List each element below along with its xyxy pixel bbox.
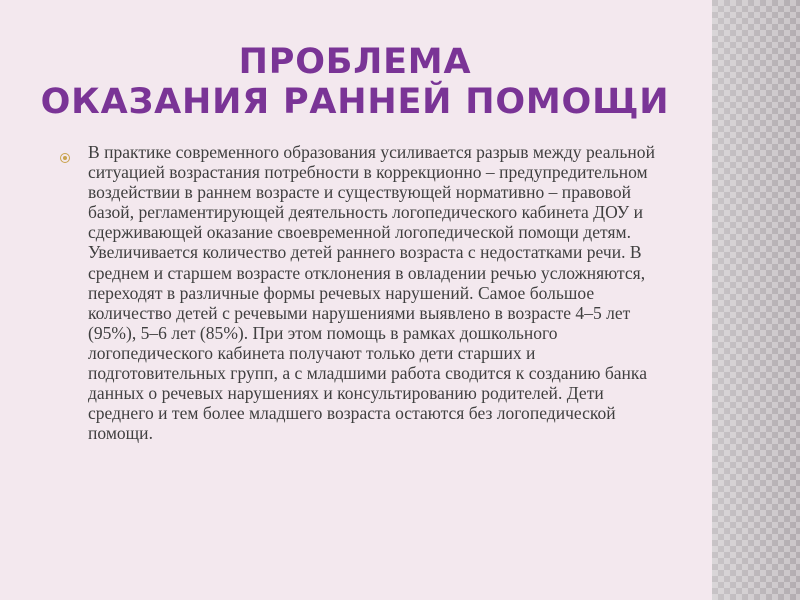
title-line-1: ПРОБЛЕМА bbox=[238, 42, 472, 82]
body-paragraph: В практике современного образования усиливается разрыв между реальной ситуацией возрастания потребности в коррекционно – предупредительном воздействии в раннем возрасте и существующей нормативно – правовой базой, регламентирующей деятельность логопедического кабинета ДОУ и сдерживающей оказание своевременной логопедической помощи детям. Увеличивается количество детей раннего возраста с недостатками речи. В среднем и старшем возрасте отклонения в овладении речью усложняются, переходят в различные формы речевых нарушений. Самое большое количество детей с речевыми нарушениями выявлено в возрасте 4–5 лет (95%), 5–6 лет (85%). При этом помощь в рамках дошкольного логопедического кабинета получают только дети старших и подготовительных групп, а с младшими работа сводится к созданию банка данных о речевых нарушениях и консультированию родителей. Дети среднего и тем более младшего возраста остаются без логопедической помощи. bbox=[88, 142, 655, 444]
circle-bullet-icon bbox=[60, 153, 70, 163]
slide-body bbox=[60, 142, 658, 443]
slide-title bbox=[40, 42, 670, 122]
title-line-2: ОКАЗАНИЯ РАННЕЙ ПОМОЩИ bbox=[40, 82, 670, 122]
decorative-side-pattern bbox=[712, 0, 800, 600]
